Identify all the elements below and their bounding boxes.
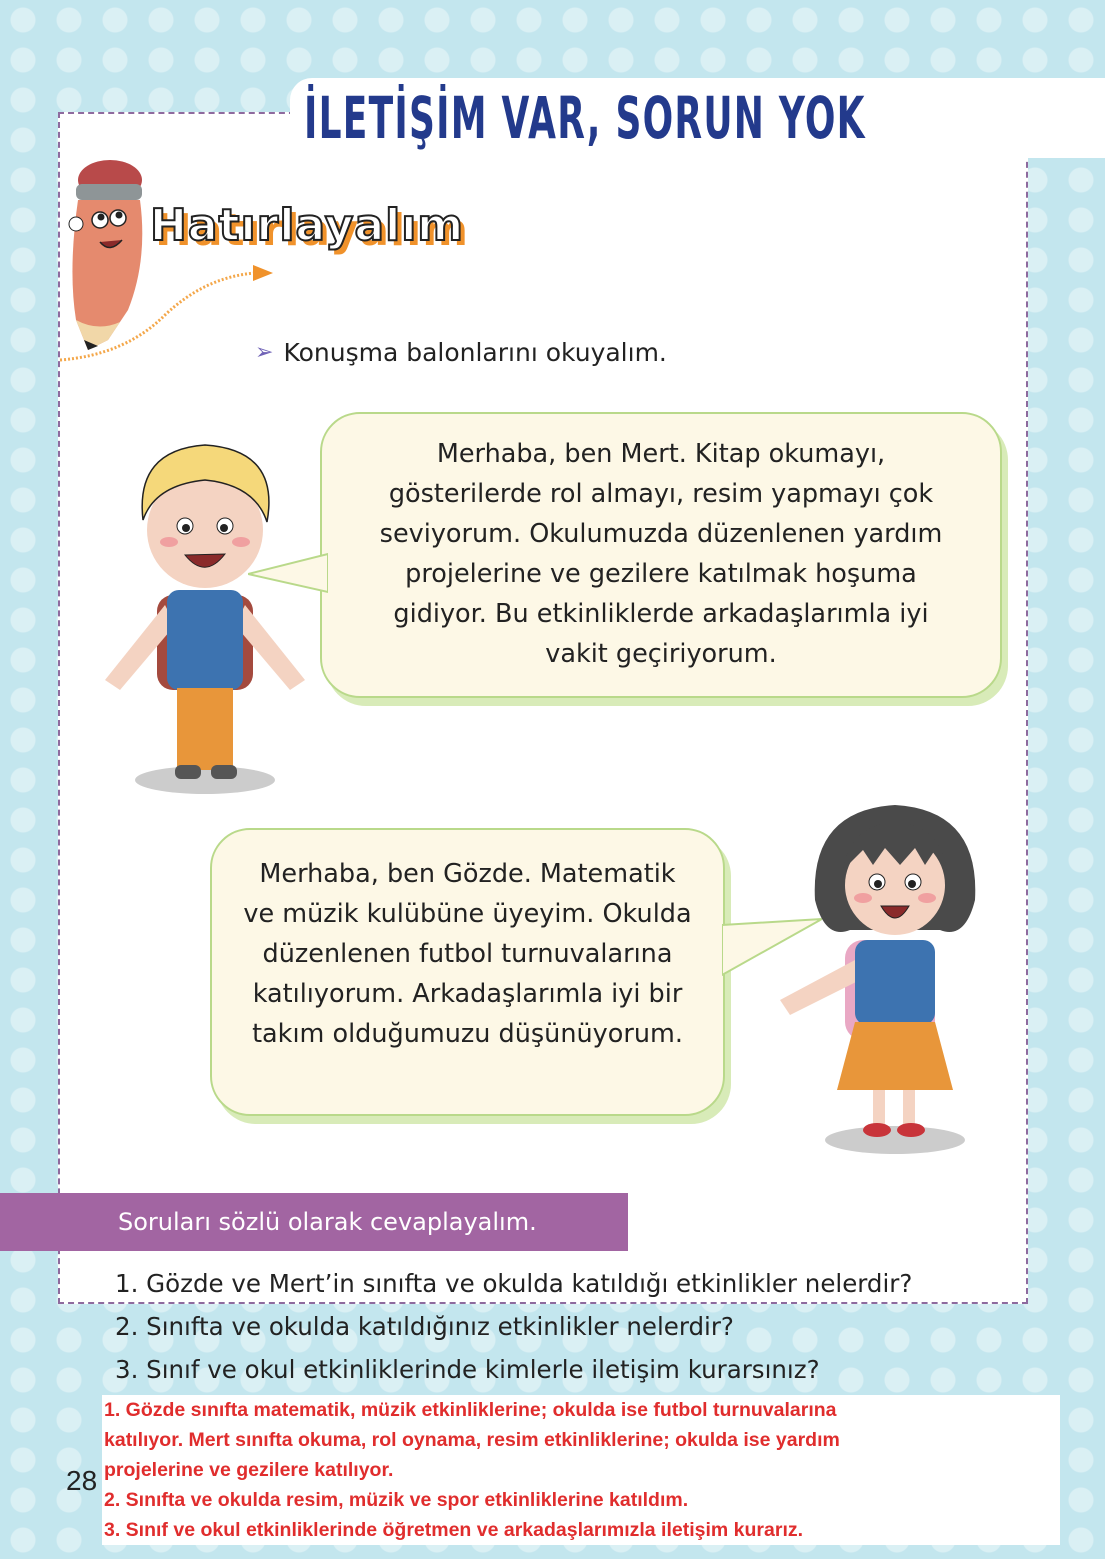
speech-bubble-tail bbox=[248, 552, 328, 602]
instruction bbox=[255, 338, 667, 367]
questions-list bbox=[115, 1262, 912, 1391]
answer-line: katılıyor. Mert sınıfta okuma, rol oynama, resim etkinliklerine; okulda ise yardım bbox=[104, 1429, 840, 1451]
bubble-line: ve müzik kulübüne üyeyim. Okulda bbox=[243, 899, 692, 929]
bubble-line: gidiyor. Bu etkinliklerde arkadaşlarımla iyi bbox=[393, 599, 929, 629]
answer-line: 1. Gözde sınıfta matematik, müzik etkinliklerine; okulda ise futbol turnuvalarına bbox=[104, 1399, 837, 1421]
bubble-line: vakit geçiriyorum. bbox=[545, 639, 777, 669]
question-item: 2. Sınıfta ve okulda katıldığınız etkinlikler nelerdir? bbox=[115, 1312, 734, 1341]
arrow-right-icon: ➢ bbox=[255, 340, 274, 365]
speech-bubble-mert bbox=[320, 412, 1002, 698]
instruction-text: Konuşma balonlarını okuyalım. bbox=[283, 338, 667, 367]
bubble-line: düzenlenen futbol turnuvalarına bbox=[262, 939, 673, 969]
answer-line: 3. Sınıf ve okul etkinliklerinde öğretmen ve arkadaşlarımızla iletişim kurarız. bbox=[104, 1519, 804, 1541]
dotted-arrow-icon bbox=[55, 255, 285, 365]
girl-character-illustration bbox=[775, 790, 995, 1160]
answer-line: projelerine ve gezilere katılıyor. bbox=[104, 1459, 394, 1481]
questions-heading: Soruları sözlü olarak cevaplayalım. bbox=[118, 1208, 537, 1236]
questions-heading-bar bbox=[0, 1193, 628, 1251]
bubble-line: Merhaba, ben Gözde. Matematik bbox=[259, 859, 676, 889]
bubble-line: takım olduğumuzu düşünüyorum. bbox=[252, 1019, 683, 1049]
bubble-line: gösterilerde rol almayı, resim yapmayı çok bbox=[388, 479, 934, 509]
bubble-line: Merhaba, ben Mert. Kitap okumayı, bbox=[436, 439, 886, 469]
page-title-container bbox=[290, 78, 1105, 158]
speech-bubble-gozde bbox=[210, 828, 725, 1116]
bubble-line: katılıyorum. Arkadaşlarımla iyi bir bbox=[252, 979, 683, 1009]
question-item: 3. Sınıf ve okul etkinliklerinde kimlerle iletişim kurarsınız? bbox=[115, 1355, 820, 1384]
boy-character-illustration bbox=[85, 430, 335, 810]
page-number: 28 bbox=[66, 1465, 98, 1496]
answer-key bbox=[102, 1395, 1060, 1545]
answer-line: 2. Sınıfta ve okulda resim, müzik ve spor etkinliklerine katıldım. bbox=[104, 1489, 689, 1511]
question-item: 1. Gözde ve Mert’in sınıfta ve okulda katıldığı etkinlikler nelerdir? bbox=[115, 1269, 913, 1298]
section-heading: Hatırlayalım bbox=[150, 200, 465, 251]
page-title: İLETİŞİM VAR, SORUN YOK bbox=[304, 84, 866, 152]
bubble-line: projelerine ve gezilere katılmak hoşuma bbox=[405, 559, 917, 589]
bubble-line: seviyorum. Okulumuzda düzenlenen yardım bbox=[379, 519, 943, 549]
